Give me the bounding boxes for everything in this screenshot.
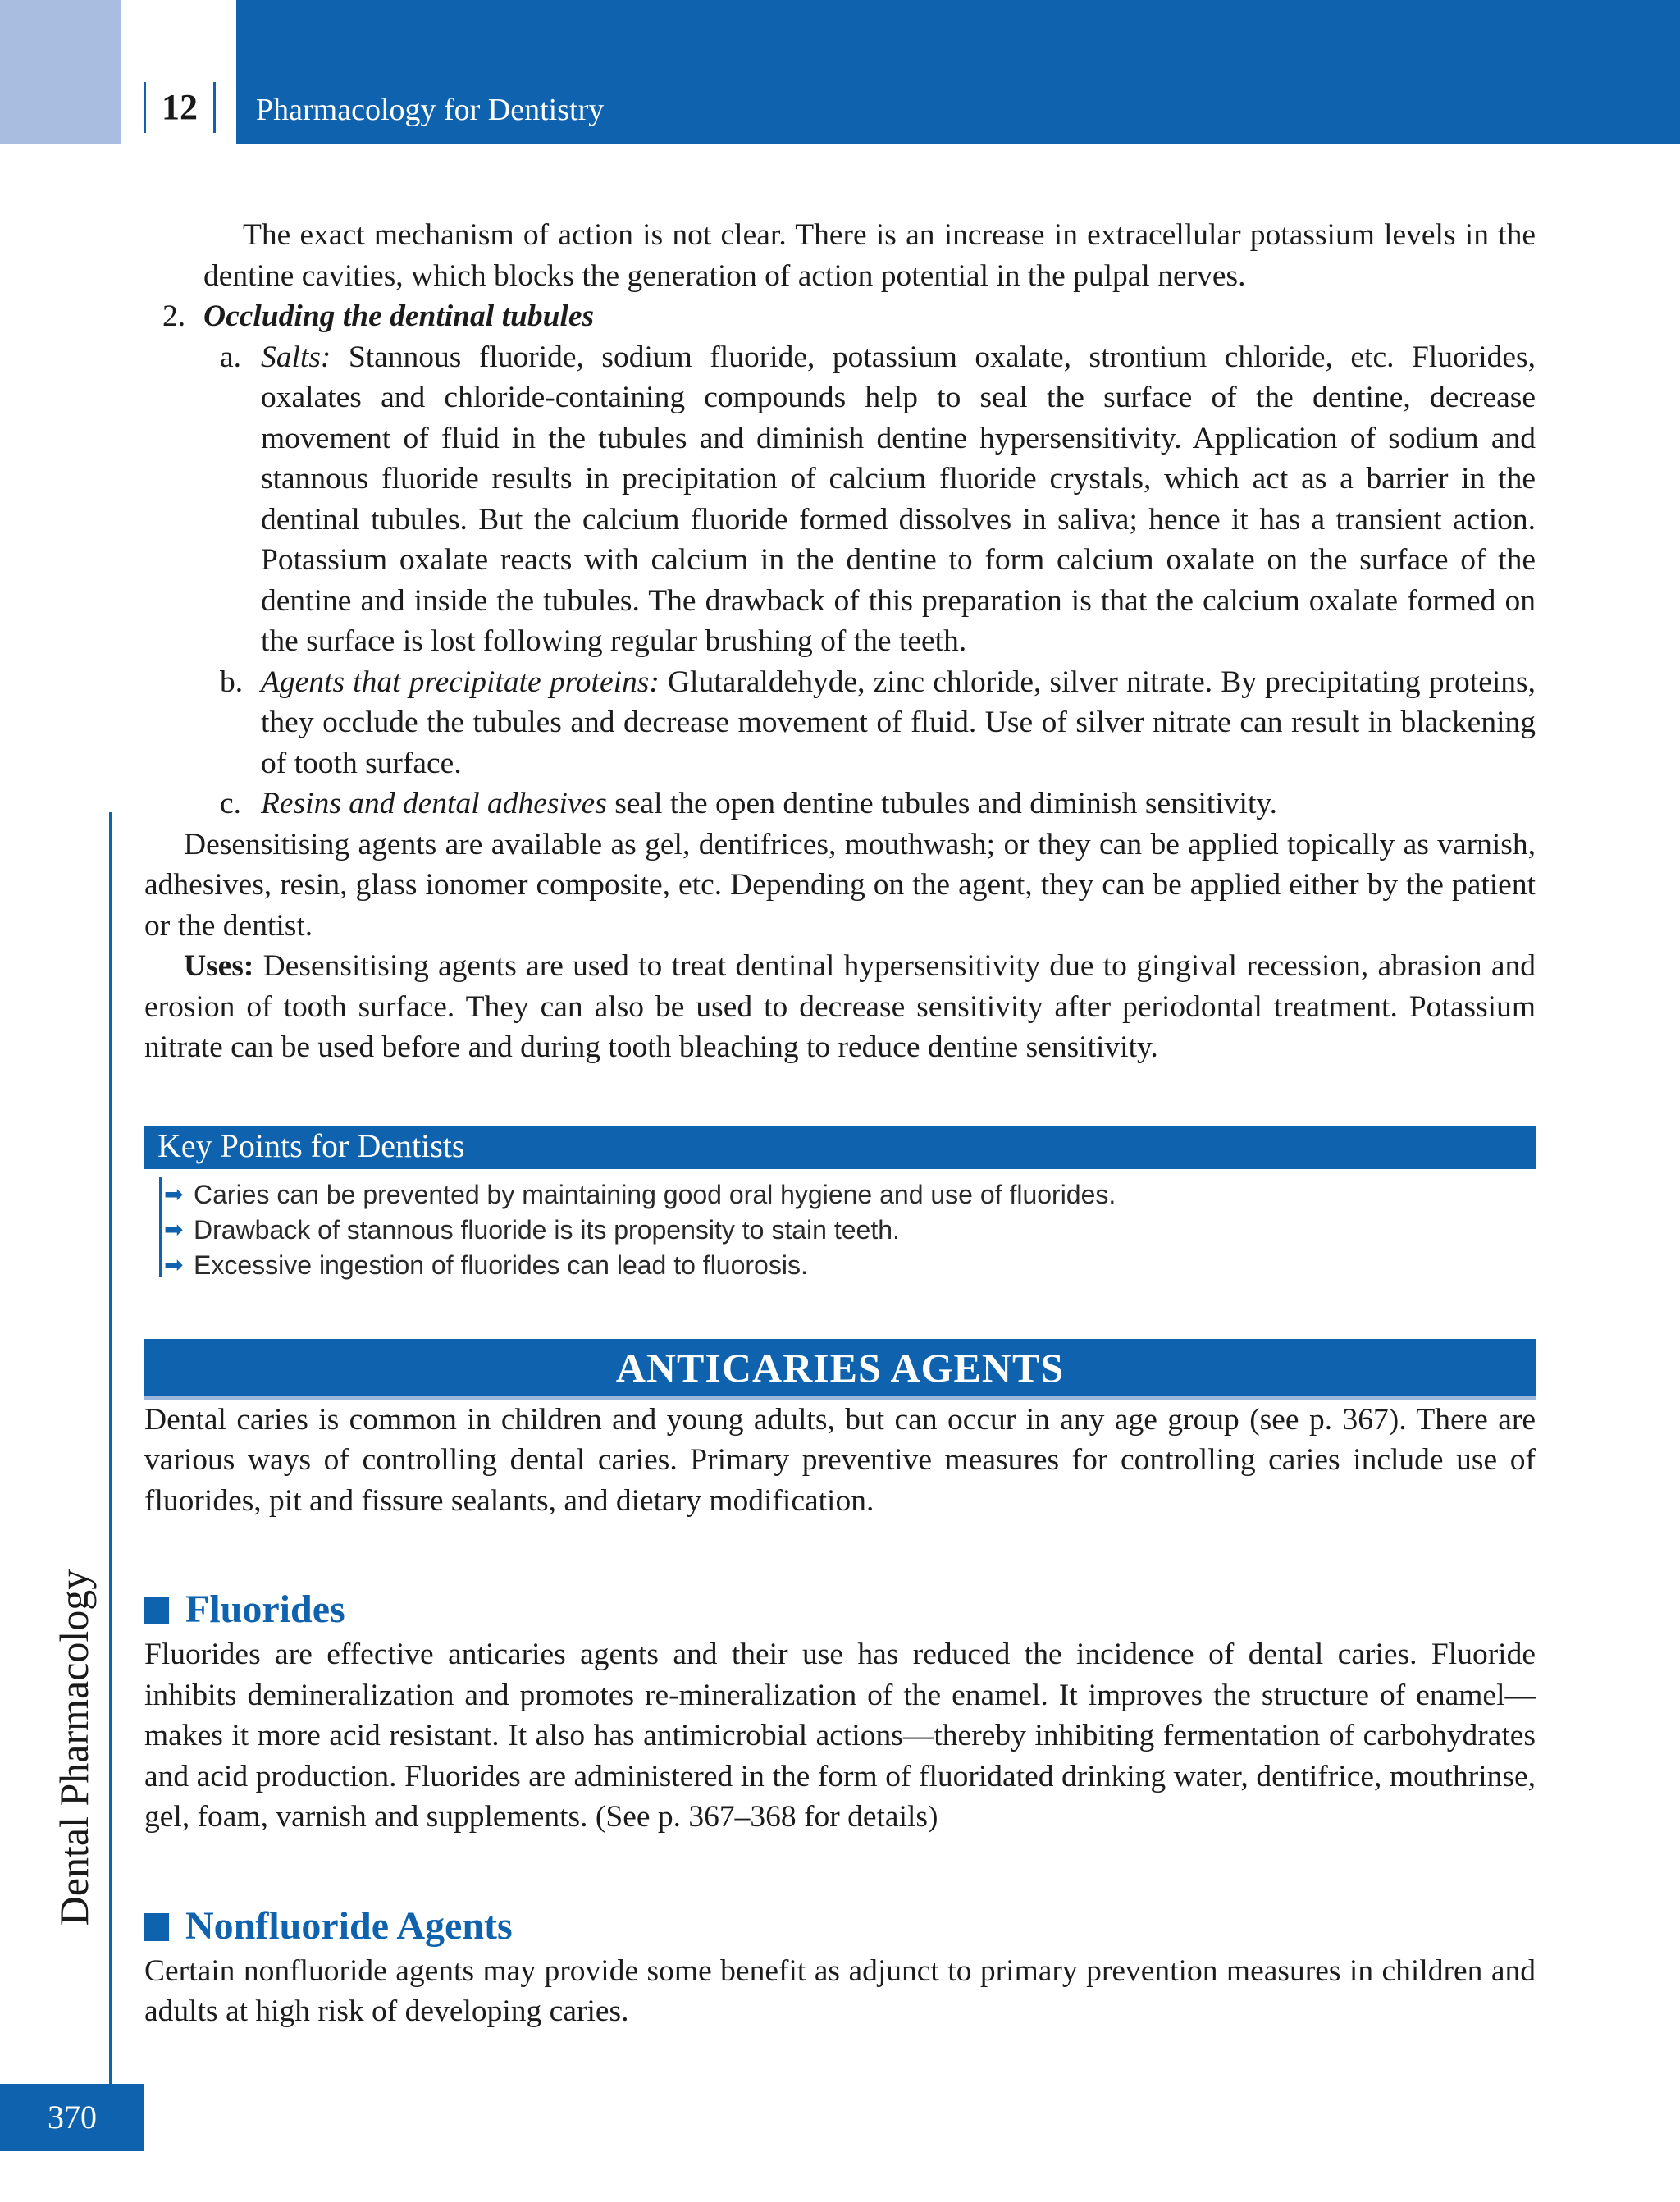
- header-bar: [0, 0, 1680, 144]
- header-corner-block: [0, 0, 121, 144]
- list-item-resins: [144, 783, 1536, 825]
- subheading-fluorides: [144, 1585, 1536, 1634]
- subheading-nonfluoride: [144, 1902, 1536, 1951]
- page-content: [144, 215, 1536, 2032]
- key-point-item: [164, 1177, 1536, 1213]
- uses-text: Desensitising agents are used to treat dentinal hypersensitivity due to gingival recession, abrasion and erosion of tooth surface. They can also be used to decrease sensitivity after periodontal treatment. Potassium nitrate can be used before and during tooth bleaching to reduce dentine sensitivity.: [144, 949, 1536, 1064]
- list-item-text: seal the open dentine tubules and diminish sensitivity.: [606, 787, 1278, 820]
- numbered-heading: [144, 296, 1536, 337]
- sidebar-section-text: Dental Pharmacology: [51, 1569, 97, 1926]
- list-item-salts: [144, 337, 1536, 662]
- uses-label: Uses:: [184, 949, 254, 983]
- key-points-list: [144, 1169, 1536, 1283]
- book-title: Pharmacology for Dentistry: [256, 93, 605, 127]
- square-bullet-icon: [144, 1913, 169, 1941]
- list-item-marker: b.: [220, 665, 244, 699]
- page-number: 370: [0, 2084, 144, 2151]
- list-item-text: Stannous fluoride, sodium fluoride, potassium oxalate, strontium chloride, etc. Fluorides, oxalates and chloride-containing compounds help to seal the surface of the dentine, decrease movement of fluid in the tubules and diminish dentine hypersensitivity. Application of sodium and stannous fluoride results in precipitation of calcium fluoride crystals, which act as a barrier in the dentinal tubules. But the calcium fluoride formed dissolves in saliva; hence it has a transient action. Potassium oxalate reacts with calcium in the dentine to form calcium oxalate on the surface of the dentine and inside the tubules. The drawback of this preparation is that the calcium oxalate formed on the surface is lost following regular brushing of the teeth.: [261, 340, 1536, 658]
- arrow-right-icon: ➡: [164, 1181, 184, 1207]
- sidebar-rule: [109, 812, 112, 2092]
- desensitising-paragraph: Desensitising agents are available as gel, dentifrices, mouthwash; or they can be applied topically as varnish, adhesives, resin, glass ionomer composite, etc. Depending on the agent, they can be applied either by the patient or the dentist.: [144, 827, 1536, 943]
- list-item-label: Resins and dental adhesives: [261, 787, 607, 820]
- section-heading-anticaries: ANTICARIES AGENTS: [144, 1339, 1536, 1400]
- subheading-nonfluoride-text: Nonfluoride Agents: [185, 1903, 513, 1948]
- fluorides-paragraph: Fluorides are effective anticaries agents and their use has reduced the incidence of dental caries. Fluoride inhibits demineralization and promotes re-mineralization of the enamel. It improves the structure of enamel—makes it more acid resistant. It also has antimicrobial actions—thereby inhibiting fermentation of carbohydrates and acid production. Fluorides are administered in the form of fluoridated drinking water, dentifrice, mouthrinse, gel, foam, varnish and supplements. (See p. 367–368 for details): [144, 1638, 1536, 1834]
- subheading-fluorides-text: Fluorides: [185, 1588, 345, 1631]
- key-points-title-fill: [144, 1126, 1536, 1167]
- arrow-right-icon: ➡: [164, 1216, 184, 1242]
- numbered-heading-marker: 2.: [162, 299, 186, 333]
- key-points-title: Key Points for Dentists: [144, 1126, 477, 1167]
- square-bullet-icon: [144, 1597, 169, 1624]
- list-item-label: Agents that precipitate proteins:: [261, 665, 660, 699]
- key-points-box: [144, 1126, 1536, 1283]
- arrow-right-icon: ➡: [164, 1251, 184, 1277]
- list-item-precipitate: [144, 662, 1536, 784]
- list-item-marker: c.: [220, 787, 242, 820]
- list-item-text: Glutaraldehyde, zinc chloride, silver nitrate. By precipitating proteins, they occlude the tubules and decrease movement of fluid. Use of silver nitrate can result in blackening of tooth surface.: [261, 665, 1536, 780]
- key-point-text: Drawback of stannous fluoride is its propensity to stain teeth.: [194, 1214, 900, 1245]
- list-item-marker: a.: [220, 340, 242, 374]
- key-point-text: Caries can be prevented by maintaining good oral hygiene and use of fluorides.: [194, 1179, 1116, 1209]
- key-point-item: [164, 1213, 1536, 1248]
- nonfluoride-paragraph: Certain nonfluoride agents may provide some benefit as adjunct to primary prevention measures in children and adults at high risk of developing caries.: [144, 1953, 1536, 2028]
- key-point-item: [164, 1248, 1536, 1283]
- list-item-label: Salts:: [261, 340, 331, 374]
- intro-paragraph: The exact mechanism of action is not clear. There is an increase in extracellular potassium levels in the dentine cavities, which blocks the generation of action potential in the pulpal nerves.: [203, 218, 1536, 293]
- key-point-text: Excessive ingestion of fluorides can lead to fluorosis.: [194, 1249, 808, 1280]
- anticaries-paragraph: Dental caries is common in children and young adults, but can occur in any age group (see p. 367). There are various ways of controlling dental caries. Primary preventive measures for controlling caries include use of fluorides, pit and fissure sealants, and dietary modification.: [144, 1402, 1536, 1518]
- key-points-title-bar: [144, 1126, 1536, 1169]
- numbered-heading-title: Occluding the dentinal tubules: [203, 299, 595, 333]
- uses-paragraph: [144, 946, 1536, 1068]
- chapter-number: 12: [144, 82, 216, 133]
